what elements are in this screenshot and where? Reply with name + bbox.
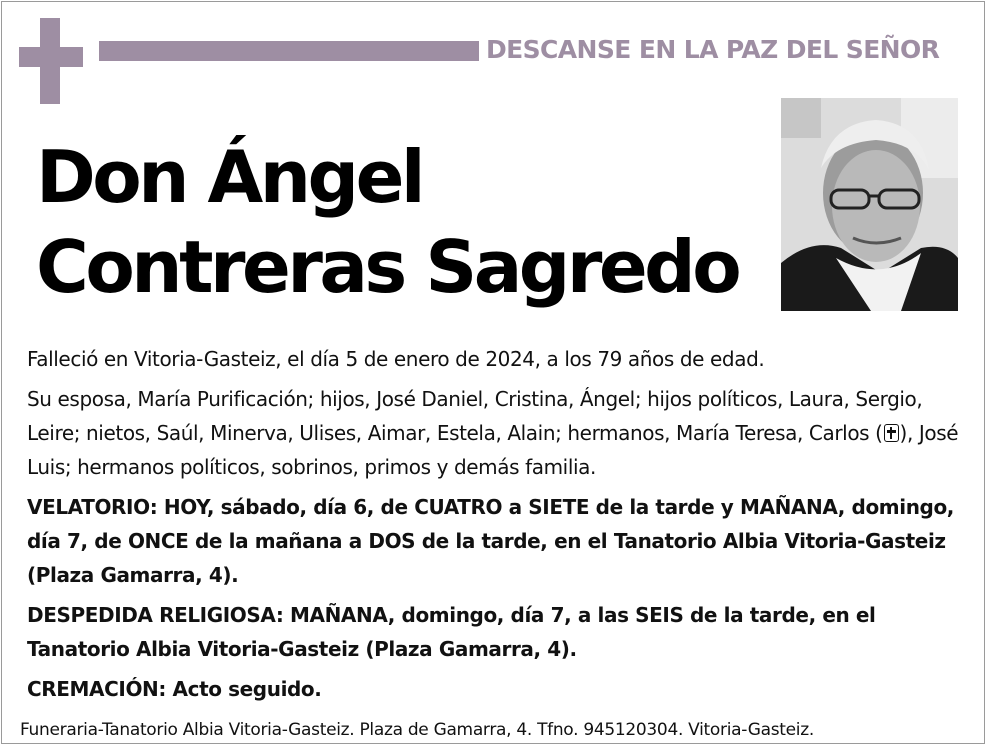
funeral-home-footer: Funeraria-Tanatorio Albia Vitoria-Gasteiz. Plaza de Gamarra, 4. Tfno. 945120304. Vitoria-Gasteiz. (20, 720, 814, 740)
portrait-photo (781, 98, 958, 311)
death-paragraph: Falleció en Vitoria-Gasteiz, el día 5 de enero de 2024, a los 79 años de edad. (27, 347, 765, 371)
family-text-part1: Su esposa, María Purificación; hijos, José Daniel, Cristina, Ángel; hijos políticos, Laura, Sergio, Leire; nietos, Saúl, Minerva, Ulises, Aimar, Estela, Alain; hermanos, María Teresa, Carlos ( (27, 387, 923, 445)
deceased-cross-icon (884, 424, 899, 442)
portrait-photo-icon (781, 98, 958, 311)
name-line-1: Don Ángel (36, 135, 423, 219)
obituary-notice (1, 1, 985, 744)
family-text-part2: ), José Luis; hermanos políticos, sobrinos, primos y demás familia. (27, 421, 959, 479)
name-line-2: Contreras Sagredo (36, 225, 739, 309)
cremacion-paragraph: CREMACIÓN: Acto seguido. (27, 677, 322, 701)
despedida-paragraph: DESPEDIDA RELIGIOSA: MAÑANA, domingo, día 7, a las SEIS de la tarde, en el Tanatorio Albia Vitoria-Gasteiz (Plaza Gamarra, 4). (27, 603, 876, 661)
deceased-name (36, 132, 756, 312)
velatorio-paragraph: VELATORIO: HOY, sábado, día 6, de CUATRO a SIETE de la tarde y MAÑANA, domingo, día 7, de ONCE de la mañana a DOS de la tarde, en el Tanatorio Albia Vitoria-Gasteiz (Plaza Gamarra, 4). (27, 495, 954, 587)
family-paragraph (27, 382, 962, 484)
cross-icon (19, 18, 83, 104)
tagline: DESCANSE EN LA PAZ DEL SEÑOR (486, 35, 940, 64)
header-bar (99, 41, 479, 61)
notice-body (27, 342, 962, 712)
